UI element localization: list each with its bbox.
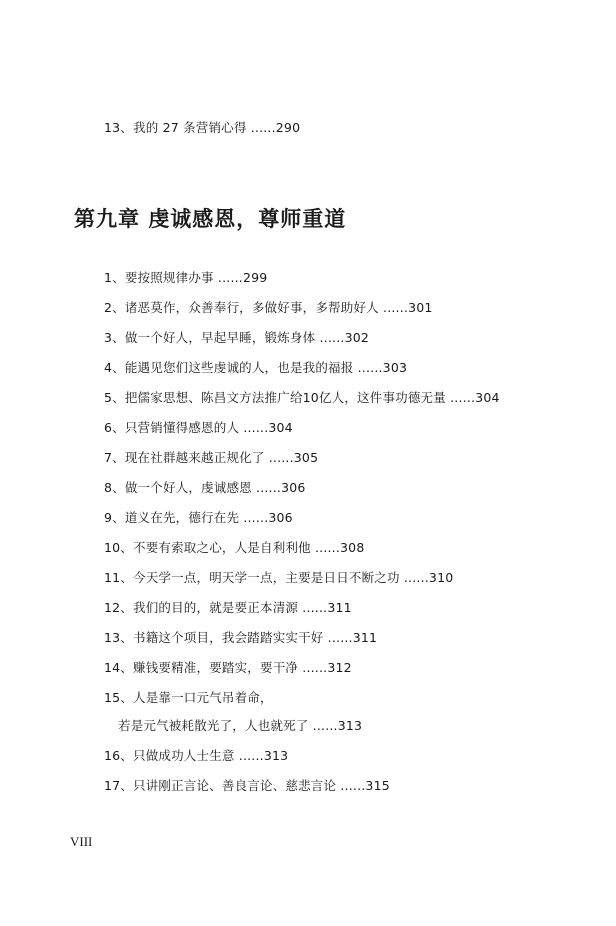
- toc-entry: 6、只营销懂得感恩的人 ......304: [104, 420, 293, 435]
- toc-entry: 13、书籍这个项目，我会踏踏实实干好 ......311: [104, 630, 378, 645]
- toc-entry: 8、做一个好人，虔诚感恩 ......306: [104, 480, 306, 495]
- toc-entry: 7、现在社群越来越正规化了 ......305: [104, 450, 319, 465]
- toc-entry-continuation: 若是元气被耗散光了，人也就死了 ......313: [118, 718, 363, 733]
- toc-entry: 4、能遇见您们这些虔诚的人，也是我的福报 ......303: [104, 360, 408, 375]
- toc-entry: 10、不要有索取之心，人是自利利他 ......308: [104, 540, 365, 555]
- toc-entry: 2、诸恶莫作，众善奉行，多做好事，多帮助好人 ......301: [104, 300, 433, 315]
- toc-entry: 5、把儒家思想、陈昌文方法推广给10亿人，这件事功德无量 ......304: [104, 390, 500, 405]
- page-number: VIII: [70, 834, 93, 849]
- toc-entry-prev-13: 13、我的 27 条营销心得 ......290: [104, 120, 301, 135]
- toc-entry: 1、要按照规律办事 ......299: [104, 270, 268, 285]
- toc-entry: 12、我们的目的，就是要正本清源 ......311: [104, 600, 352, 615]
- chapter-title: 第九章 虔诚感恩，尊师重道: [74, 206, 347, 231]
- toc-entry: 14、赚钱要精准，要踏实，要干净 ......312: [104, 660, 352, 675]
- toc-entry: 16、只做成功人士生意 ......313: [104, 748, 289, 763]
- toc-entry: 17、只讲刚正言论、善良言论、慈悲言论 ......315: [104, 778, 390, 793]
- toc-entry: 9、道义在先，德行在先 ......306: [104, 510, 293, 525]
- toc-entry: 15、人是靠一口元气吊着命，: [104, 690, 273, 705]
- toc-entry: 3、做一个好人，早起早睡，锻炼身体 ......302: [104, 330, 370, 345]
- toc-entry: 11、今天学一点，明天学一点，主要是日日不断之功 ......310: [104, 570, 454, 585]
